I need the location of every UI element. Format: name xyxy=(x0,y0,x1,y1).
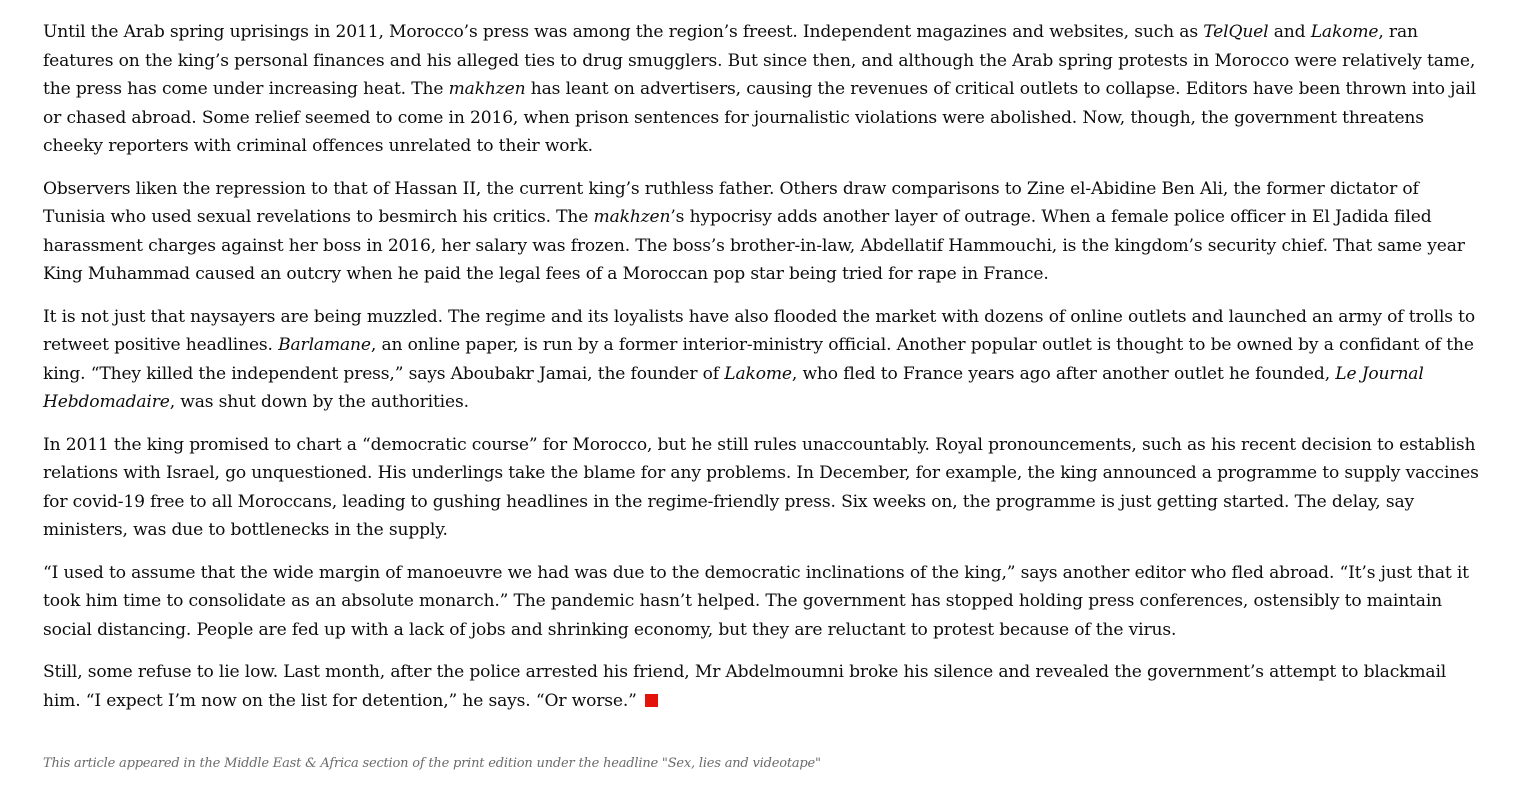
article-paragraph xyxy=(43,303,1483,417)
paragraph-text: , ran features on the king’s personal finances and his alleged ties to drug smugglers. But since then, and although the Arab spring protests in Morocco were relatively tame, the press has come under increasing heat. The xyxy=(43,22,1476,99)
paragraph-text: Observers liken the repression to that of Hassan II, the current king’s ruthless father. Others draw comparisons to Zine el-Abidine Ben Ali, the former dictator of Tunisia who used sexual revelations to besmirch his critics. The xyxy=(43,178,1419,227)
article-paragraph xyxy=(43,559,1483,645)
paragraph-text: ’s hypocrisy adds another layer of outrage. When a female police officer in El Jadida filed harassment charges against her boss in 2016, her salary was frozen. The boss’s brother-in-law, Abdellatif Hammouchi, is the kingdom’s security chief. That same year King Muhammad caused an outcry when he paid the legal fees of a Moroccan pop star being tried for rape in France. xyxy=(43,207,1465,284)
paragraph-text: has leant on advertisers, causing the revenues of critical outlets to collapse. Editors have been thrown into jail or chased abroad. Some relief seemed to come in 2016, when prison sentences for journalistic violations were abolished. Now, though, the government threatens cheeky reporters with criminal offences unrelated to their work. xyxy=(43,79,1476,156)
paragraph-text: , who fled to France years ago after another outlet he founded, xyxy=(791,363,1336,384)
paragraph-text: It is not just that naysayers are being muzzled. The regime and its loyalists have also flooded the market with dozens of online outlets and launched an army of trolls to retweet positive headlines. xyxy=(43,306,1476,355)
italic-title-text: Le Journal Hebdomadaire xyxy=(43,363,1424,412)
article-body xyxy=(43,18,1483,729)
paragraph-text: and xyxy=(1268,22,1311,42)
italic-title-text: makhzen xyxy=(593,207,671,227)
italic-title-text: Lakome xyxy=(1310,22,1379,42)
article-end-mark-icon xyxy=(645,694,658,707)
paragraph-text: Until the Arab spring uprisings in 2011, Morocco’s press was among the region’s freest. Independent magazines and websites, such as xyxy=(43,22,1204,42)
paragraph-text: In 2011 the king promised to chart a “democratic course” for Morocco, but he still rules unaccountably. Royal pronouncements, such as his recent decision to establish relations with Israel, go unquestioned. His underlings take the blame for any problems. In December, for example, the king announced a programme to supply vaccines for covid-19 free to all Moroccans, leading to gushing headlines in the regime-friendly press. Six weeks on, the programme is just getting started. The delay, say ministers, was due to bottlenecks in the supply. xyxy=(43,434,1479,540)
italic-title-text: Barlamane xyxy=(278,335,371,355)
paragraph-text: , was shut down by the authorities. xyxy=(169,392,469,412)
paragraph-text: “I used to assume that the wide margin of manoeuvre we had was due to the democratic inclinations of the king,” says another editor who fled abroad. “It’s just that it took him time to consolidate as an absolute monarch.” The pandemic hasn’t helped. The government has stopped holding press conferences, ostensibly to maintain social distancing. People are fed up with a lack of jobs and shrinking economy, but they are reluctant to protest because of the virus. xyxy=(43,562,1469,640)
article-paragraph xyxy=(43,431,1483,545)
article-paragraph xyxy=(43,18,1483,161)
paragraph-text: Still, some refuse to lie low. Last month, after the police arrested his friend, Mr Abdelmoumni broke his silence and revealed the government’s attempt to blackmail him. “I expect I’m now on the list for detention,” he says. “Or worse.” xyxy=(43,662,1447,711)
article-paragraph-last xyxy=(43,658,1483,715)
article-paragraph xyxy=(43,175,1483,289)
italic-title-text: Lakome xyxy=(724,363,792,384)
print-edition-note: This article appeared in the Middle East & Africa section of the print edition under the headline "Sex, lies and videotape" xyxy=(43,756,821,771)
italic-title-text: TelQuel xyxy=(1203,22,1269,42)
italic-title-text: makhzen xyxy=(448,79,526,99)
paragraph-text: , an online paper, is run by a former interior-ministry official. Another popular outlet is thought to be owned by a confidant of the king. “They killed the independent press,” says Aboubakr Jamai, the founder of xyxy=(43,335,1474,384)
